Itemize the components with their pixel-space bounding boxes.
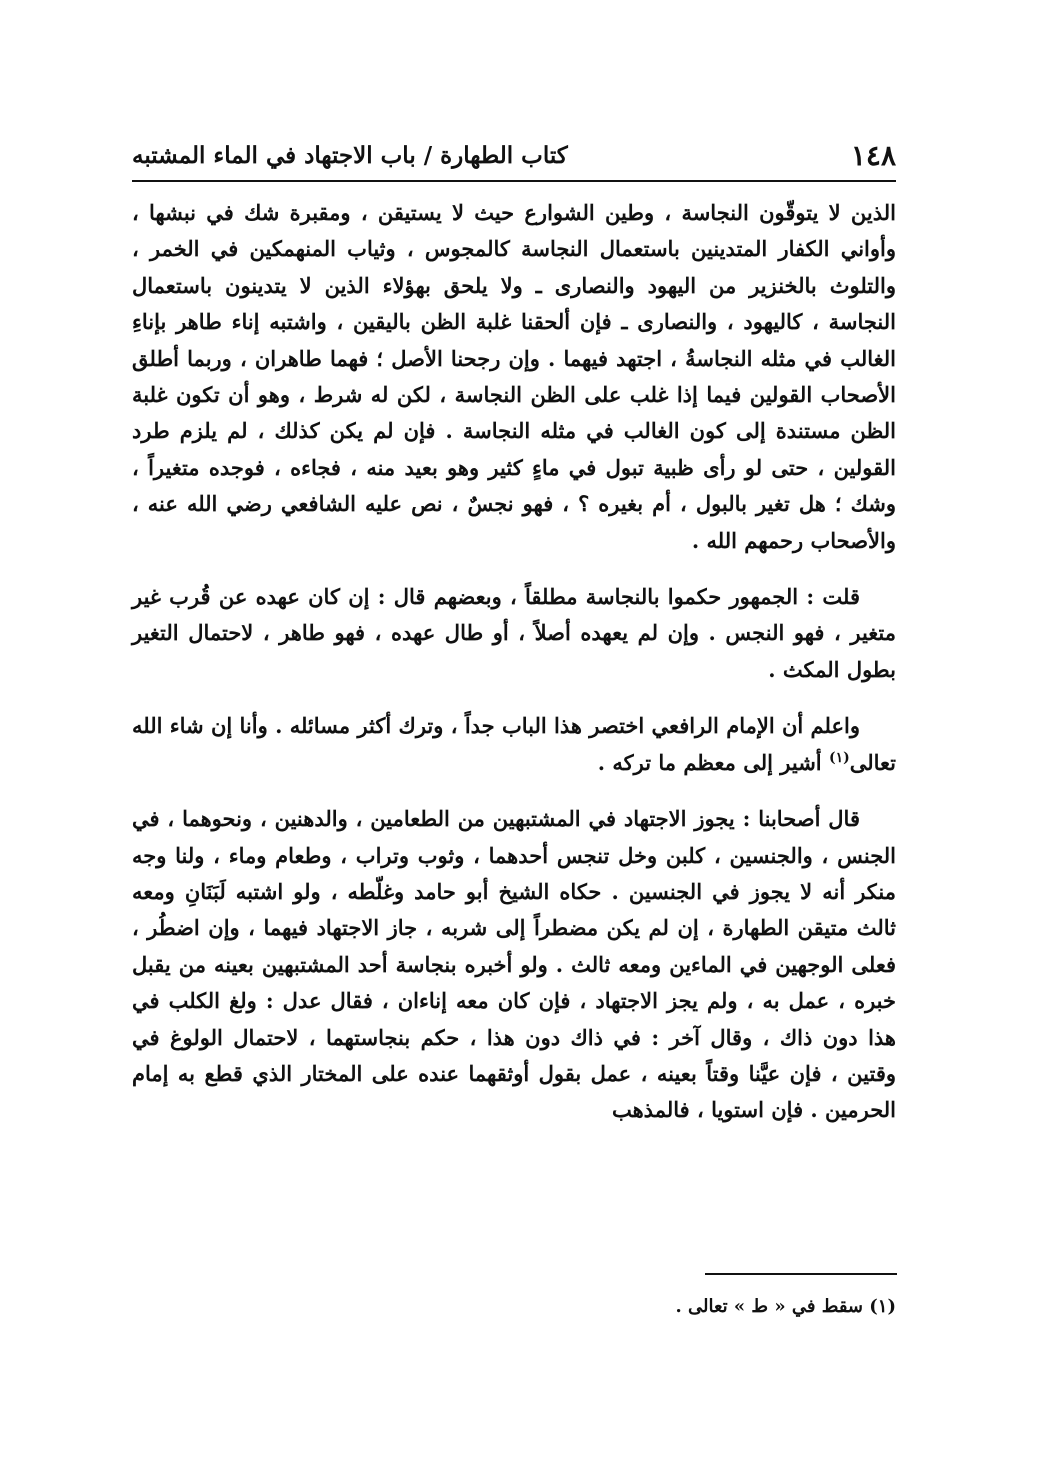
page-number: ١٤٨ — [850, 139, 896, 172]
paragraph-2-text: الجمهور حكموا بالنجاسة مطلقاً ، وبعضهم قال : إن كان عهده عن قُرب غير متغير ، فهو النجس . وإن لم يعهده أصلاً ، أو طال عهده ، فهو طاهر ، لاحتمال التغير بطول المكث . — [132, 584, 896, 682]
page-header — [132, 138, 896, 178]
footnote-reference[interactable]: (١) — [828, 749, 850, 766]
paragraph-3-text-end: أشير إلى معظم ما تركه . — [597, 749, 829, 775]
paragraph-1: الذين لا يتوقّون النجاسة ، وطين الشوارع حيث لا يستيقن ، ومقبرة شك في نبشها ، وأواني الكفار المتدينين باستعمال النجاسة كالمجوس ، وثياب المنهمكين في الخمر ، والتلوث بالخنزير من اليهود والنصارى ـ ولا يلحق بهؤلاء الذين لا يتدينون باستعمال النجاسة ، كاليهود ، والنصارى ـ فإن ألحقنا غلبة الظن باليقين ، واشتبه إناء طاهر بإناءِ الغالب في مثله النجاسةُ ، اجتهد فيهما . وإن رجحنا الأصل ؛ فهما طاهران ، وربما أطلق الأصحاب القولين فيما إذا غلب على الظن النجاسة ، لكن له شرط ، وهو أن تكون غلبة الظن مستندة إلى كون الغالب في مثله النجاسة . فإن لم يكن كذلك ، لم يلزم طرد القولين ، حتى لو رأى ظبية تبول في ماءٍ كثير وهو بعيد منه ، فجاءه ، فوجده متغيراً ، وشك ؛ هل تغير بالبول ، أم بغيره ؟ ، فهو نجسٌ ، نص عليه الشافعي رضي الله عنه ، والأصحاب رحمهم الله . — [132, 200, 896, 553]
paragraph-3-text-start: واعلم أن الإمام الرافعي اختصر هذا الباب جداً ، وترك أكثر مسائله . وأنا إن شاء الله تعالى — [132, 713, 896, 775]
running-head: كتاب الطهارة / باب الاجتهاد في الماء المشتبه — [132, 142, 568, 169]
paragraph-3 — [132, 708, 896, 781]
footnote: (١) سقط في « ط » تعالى . — [675, 1296, 896, 1317]
paragraph-2 — [132, 579, 896, 688]
footnote-rule — [705, 1273, 897, 1275]
paragraph-4: قال أصحابنا : يجوز الاجتهاد في المشتبهين من الطعامين ، والدهنين ، ونحوهما ، في الجنس ، والجنسين ، كلبن وخل تنجس أحدهما ، وثوب وتراب ، وطعام وماء ، ولنا وجه منكر أنه لا يجوز في الجنسين . حكاه الشيخ أبو حامد وغلّطه ، ولو اشتبه لَبَنَانِ ومعه ثالث متيقن الطهارة ، إن لم يكن مضطراً إلى شربه ، جاز الاجتهاد فيهما ، وإن اضطُر ، فعلى الوجهين في الماءين ومعه ثالث . ولو أخبره بنجاسة أحد المشتبهين بعينه من يقبل خبره ، عمل به ، ولم يجز الاجتهاد ، فإن كان معه إناءان ، فقال عدل : ولغ الكلب في هذا دون ذاك ، وقال آخر : في ذاك دون هذا ، حكم بنجاستهما ، لاحتمال الولوغ في وقتين ، فإن عيَّنا وقتاً بعينه ، عمل بقول أوثقهما عنده على المختار الذي قطع به إمام الحرمين . فإن استويا ، فالمذهب — [132, 806, 896, 1123]
qultu-label: قلت : — [806, 584, 860, 610]
main-text — [132, 195, 896, 1129]
header-rule — [132, 180, 896, 182]
